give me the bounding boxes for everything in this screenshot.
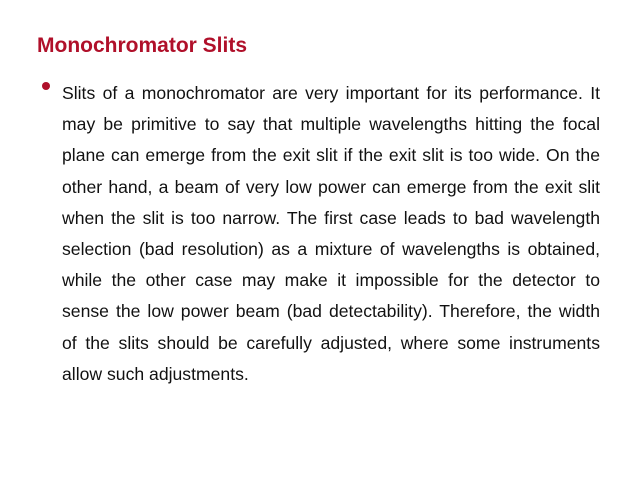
bullet-text: Slits of a monochromator are very important for its performance. It may be primitive to say that multiple wavelengths hitting the focal plane can emerge from the exit slit if the exit slit is too wide. On the other hand, a beam of very low power can emerge from the exit slit when the slit is too narrow. The first case leads to bad wavelength selection (bad resolution) as a mixture of wavelengths is obtained, while the other case may make it impossible for the detector to sense the low power beam (bad detectability). Therefore, the width of the slits should be carefully adjusted, where some instruments allow such adjustments. — [62, 83, 600, 384]
bullet-dot-icon — [42, 82, 50, 90]
slide-title: Monochromator Slits — [37, 34, 248, 57]
